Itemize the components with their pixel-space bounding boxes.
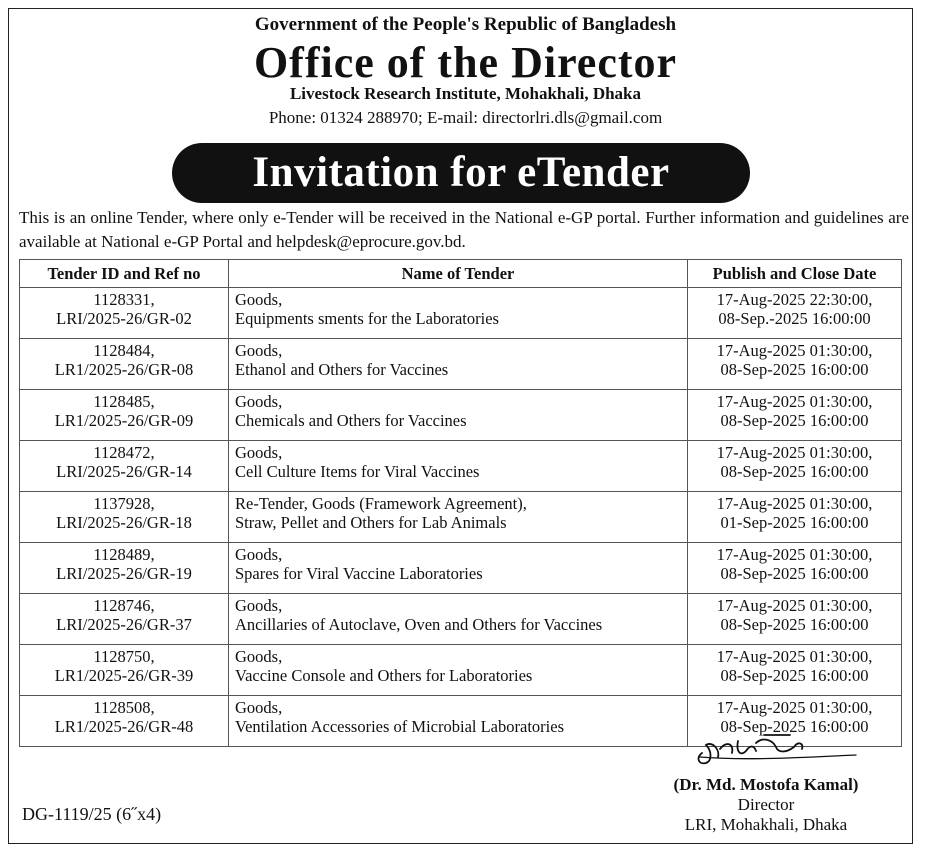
tender-category: Goods, (235, 647, 283, 666)
tender-name: Ethanol and Others for Vaccines (235, 360, 449, 379)
tender-category: Goods, (235, 392, 283, 411)
tender-id: 1128508, (93, 698, 155, 717)
close-date: 08-Sep-2025 16:00:00 (720, 462, 869, 481)
publish-date: 17-Aug-2025 22:30:00, (716, 290, 873, 309)
publish-date: 17-Aug-2025 01:30:00, (716, 596, 873, 615)
tender-date-cell (688, 390, 902, 441)
tender-name: Chemicals and Others for Vaccines (235, 411, 467, 430)
tender-id-cell (20, 390, 229, 441)
tender-id: 1128485, (93, 392, 155, 411)
tender-ref: LRI/2025-26/GR-18 (56, 513, 192, 532)
tender-table (19, 259, 902, 747)
tender-ref: LR1/2025-26/GR-48 (54, 717, 194, 736)
tender-id: 1137928, (93, 494, 155, 513)
tender-id-cell (20, 288, 229, 339)
tender-category: Goods, (235, 443, 283, 462)
close-date: 08-Sep.-2025 16:00:00 (718, 309, 871, 328)
tender-ref: LR1/2025-26/GR-08 (54, 360, 194, 379)
tender-id-cell (20, 696, 229, 747)
close-date: 08-Sep-2025 16:00:00 (720, 360, 869, 379)
tender-date-cell (688, 543, 902, 594)
tender-id-cell (20, 441, 229, 492)
tender-ref: LRI/2025-26/GR-37 (56, 615, 192, 634)
tender-category: Goods, (235, 290, 283, 309)
tender-id: 1128750, (93, 647, 155, 666)
table-row (20, 543, 902, 594)
office-title: Office of the Director (253, 38, 678, 87)
invitation-banner: Invitation for eTender (172, 143, 750, 203)
government-heading: Government of the People's Republic of Bangladesh (254, 14, 677, 35)
tender-name-cell (229, 441, 688, 492)
tender-name-cell (229, 288, 688, 339)
tender-id: 1128484, (93, 341, 155, 360)
close-date: 08-Sep-2025 16:00:00 (720, 717, 869, 736)
close-date: 08-Sep-2025 16:00:00 (720, 564, 869, 583)
table-row (20, 645, 902, 696)
tender-category: Goods, (235, 545, 283, 564)
publish-date: 17-Aug-2025 01:30:00, (716, 443, 873, 462)
tender-id-cell (20, 594, 229, 645)
tender-name: Spares for Viral Vaccine Laboratories (235, 564, 483, 583)
tender-name: Cell Culture Items for Viral Vaccines (235, 462, 480, 481)
publish-date: 17-Aug-2025 01:30:00, (716, 392, 873, 411)
tender-ref: LR1/2025-26/GR-39 (54, 666, 194, 685)
table-header-row (20, 260, 902, 288)
tender-date-cell (688, 288, 902, 339)
tender-id-cell (20, 492, 229, 543)
tender-category: Goods, (235, 596, 283, 615)
tender-date-cell (688, 594, 902, 645)
tender-name-cell (229, 492, 688, 543)
tender-id-cell (20, 645, 229, 696)
publish-date: 17-Aug-2025 01:30:00, (716, 647, 873, 666)
header-dates: Publish and Close Date (688, 260, 902, 288)
tender-ref: LR1/2025-26/GR-09 (54, 411, 194, 430)
institute-name: Livestock Research Institute, Mohakhali, Dhaka (289, 84, 642, 103)
tender-name: Straw, Pellet and Others for Lab Animals (235, 513, 507, 532)
intro-paragraph: This is an online Tender, where only e-Tender will be received in the National e-GP portal. Further information and guidelines are available at National e-GP Portal and helpdesk@eprocure.gov.bd. (19, 208, 909, 251)
table-row (20, 594, 902, 645)
tender-name-cell (229, 543, 688, 594)
signatory-name: (Dr. Md. Mostofa Kamal) (673, 775, 859, 794)
tender-ref: LRI/2025-26/GR-02 (56, 309, 192, 328)
tender-date-cell (688, 645, 902, 696)
contact-info: Phone: 01324 288970; E-mail: directorlri.dls@gmail.com (268, 108, 663, 127)
ad-reference-code: DG-1119/25 (6˝x4) (22, 804, 162, 824)
tender-id: 1128489, (93, 545, 155, 564)
tender-name: Ventilation Accessories of Microbial Laboratories (235, 717, 564, 736)
tender-id-cell (20, 543, 229, 594)
tender-id-cell (20, 339, 229, 390)
signatory-designation: Director (737, 795, 795, 814)
close-date: 08-Sep-2025 16:00:00 (720, 615, 869, 634)
tender-category: Goods, (235, 698, 283, 717)
tender-date-cell (688, 339, 902, 390)
tender-category: Goods, (235, 341, 283, 360)
header-tender-id: Tender ID and Ref no (20, 260, 229, 288)
close-date: 08-Sep-2025 16:00:00 (720, 666, 869, 685)
tender-id: 1128472, (93, 443, 155, 462)
table-row (20, 339, 902, 390)
header-tender-name: Name of Tender (229, 260, 688, 288)
close-date: 01-Sep-2025 16:00:00 (720, 513, 869, 532)
table-row (20, 441, 902, 492)
tender-name-cell (229, 645, 688, 696)
publish-date: 17-Aug-2025 01:30:00, (716, 698, 873, 717)
tender-name: Vaccine Console and Others for Laboratories (235, 666, 533, 685)
table-row (20, 288, 902, 339)
tender-date-cell (688, 441, 902, 492)
tender-name-cell (229, 696, 688, 747)
tender-name-cell (229, 594, 688, 645)
tender-date-cell (688, 492, 902, 543)
tender-category: Re-Tender, Goods (Framework Agreement), (235, 494, 527, 513)
tender-id: 1128331, (93, 290, 155, 309)
tender-ref: LRI/2025-26/GR-14 (56, 462, 192, 481)
signatory-office: LRI, Mohakhali, Dhaka (684, 815, 848, 834)
publish-date: 17-Aug-2025 01:30:00, (716, 545, 873, 564)
table-row (20, 390, 902, 441)
publish-date: 17-Aug-2025 01:30:00, (716, 494, 873, 513)
close-date: 08-Sep-2025 16:00:00 (720, 411, 869, 430)
tender-table-body (20, 288, 902, 747)
tender-name-cell (229, 339, 688, 390)
tender-name: Equipments sments for the Laboratories (235, 309, 499, 328)
tender-id: 1128746, (93, 596, 155, 615)
signature-image (690, 727, 860, 771)
publish-date: 17-Aug-2025 01:30:00, (716, 341, 873, 360)
table-row (20, 492, 902, 543)
tender-ref: LRI/2025-26/GR-19 (56, 564, 192, 583)
tender-name: Ancillaries of Autoclave, Oven and Others for Vaccines (235, 615, 603, 634)
tender-name-cell (229, 390, 688, 441)
